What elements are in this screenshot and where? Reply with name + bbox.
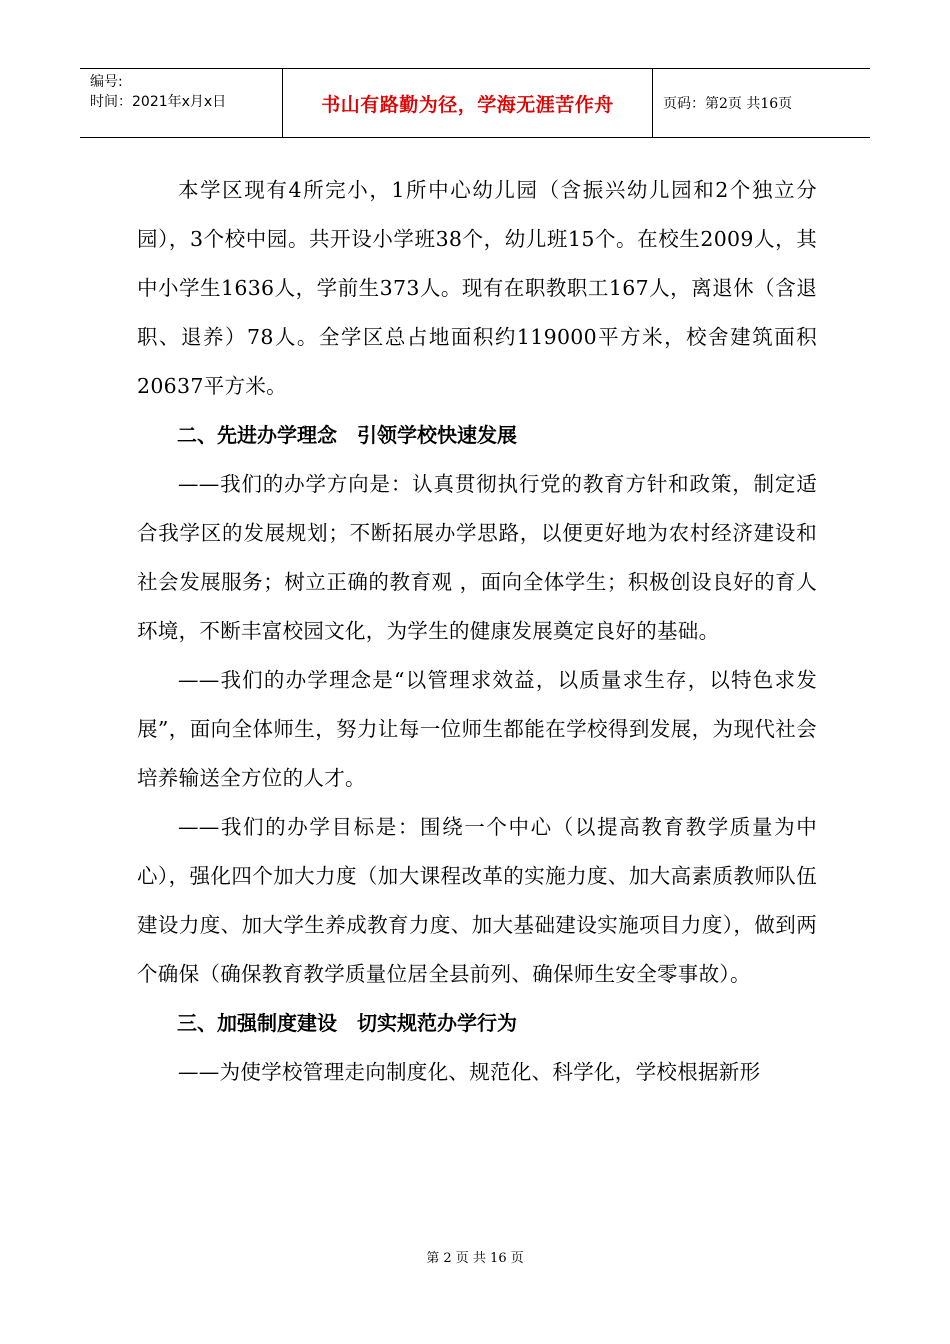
header-page-info: 页码：第2页 共16页 (663, 96, 793, 112)
paragraph-overview: 本学区现有4所完小，1所中心幼儿园（含振兴幼儿园和2个独立分园），3个校中园。共开设小学班38个，幼儿班15个。在校生2009人，其中小学生1636人，学前生373人。现有在职教职工167人，离退休（含退职、退养）78人。全学区总占地面积约119000平方米，校舍建筑面积20637平方米。 (137, 178, 817, 398)
paragraph-goals: ——我们的办学目标是：围绕一个中心（以提高教育教学质量为中心），强化四个加大力度（加大课程改革的实施力度、加大高素质教师队伍建设力度、加大学生养成教育力度、加大基础建设实施项目力度），做到两个确保（确保教育教学质量位居全县前列、确保师生安全零事故）。 (137, 815, 817, 986)
paragraph-direction: ——我们的办学方向是：认真贯彻执行党的教育方针和政策，制定适合我学区的发展规划；不断拓展办学思路，以便更好地为农村经济建设和社会发展服务；树立正确的教育观 ，面向全体学生；积极创设良好的育人环境，不断丰富校园文化，为学生的健康发展奠定良好的基础。 (137, 472, 817, 643)
header-meta (80, 69, 283, 137)
header-motto: 书山有路勤为径，学海无涯苦作舟 (283, 69, 653, 137)
section-heading-2: 二、先进办学理念 引领学校快速发展 (177, 423, 517, 447)
document-body (137, 166, 817, 1097)
page-footer: 第 2 页 共 16 页 (426, 1251, 524, 1266)
paragraph-philosophy: ——我们的办学理念是“以管理求效益，以质量求生存，以特色求发展”，面向全体师生，努力让每一位师生都能在学校得到发展，为现代社会培养输送全方位的人才。 (137, 668, 817, 790)
page-header (80, 68, 870, 138)
date-label: 时间：2021年x月x日 (90, 94, 227, 110)
paragraph-institutions: ——为使学校管理走向制度化、规范化、科学化，学校根据新形 (178, 1060, 761, 1084)
number-label: 编号: (90, 74, 123, 90)
section-heading-3: 三、加强制度建设 切实规范办学行为 (177, 1011, 517, 1035)
